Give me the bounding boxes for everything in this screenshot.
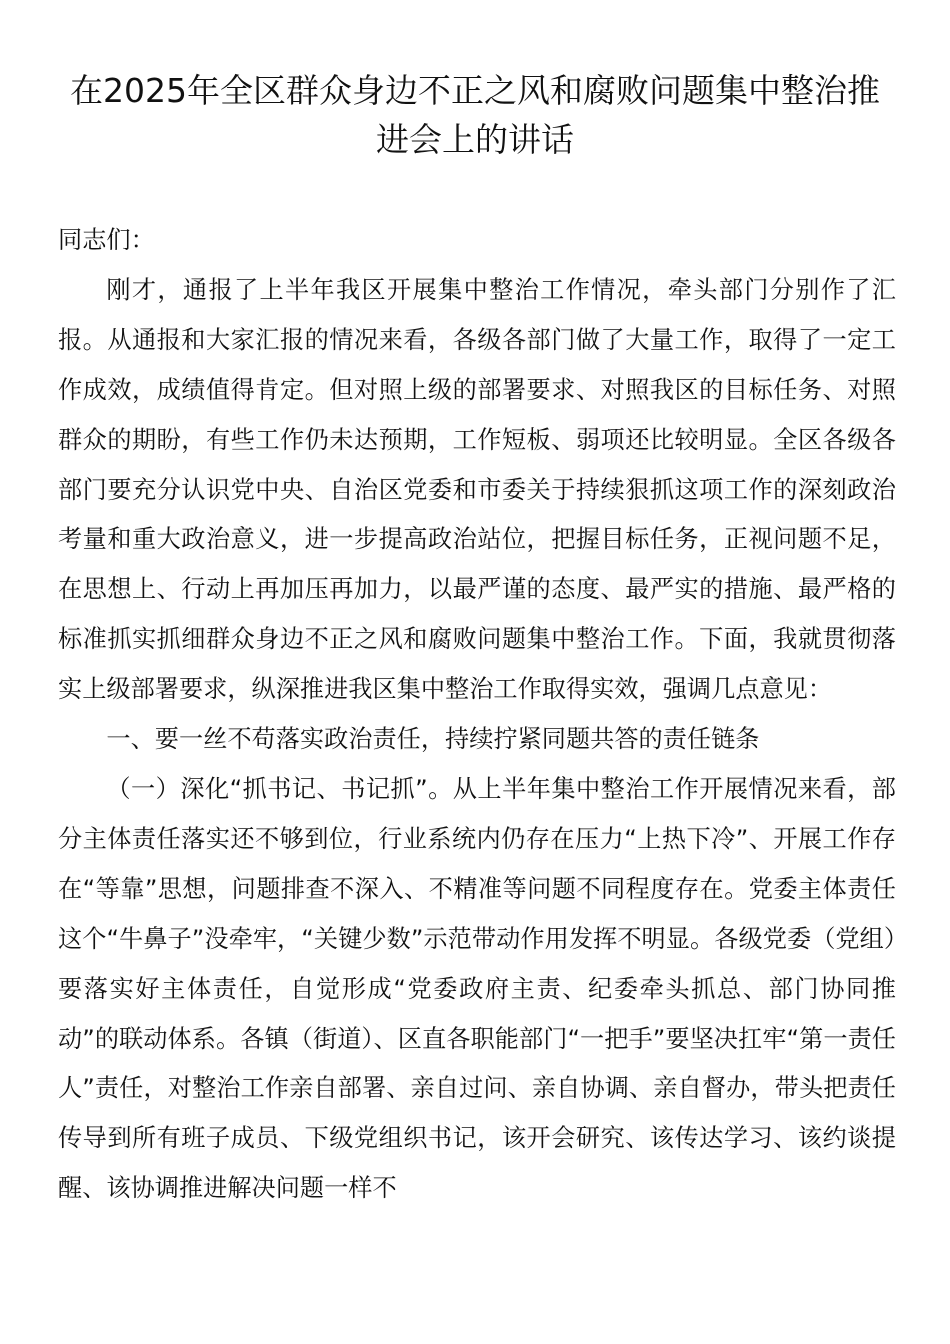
section-heading-1: 一、要一丝不苟落实政治责任，持续拧紧同题共答的责任链条 xyxy=(106,725,760,754)
paragraph-intro: 刚才，通报了上半年我区开展集中整治工作情况，牵头部门分别作了汇报。从通报和大家汇报的情况来看，各级各部门做了大量工作，取得了一定工作成效，成绩值得肯定。但对照上级的部署要求、对照我区的目标任务、对照群众的期盼，有些工作仍未达预期，工作短板、弱项还比较明显。全区各级各部门要充分认识党中央、自治区党委和市委关于持续狠抓这项工作的深刻政治考量和重大政治意义，进一步提高政治站位，把握目标任务，正视问题不足，在思想上、行动上再加压再加力，以最严谨的态度、最严实的措施、最严格的标准抓实抓细群众身边不正之风和腐败问题集中整治工作。下面，我就贯彻落实上级部署要求，纵深推进我区集中整治工作取得实效，强调几点意见： xyxy=(58,275,896,704)
paragraph-subsection-1: （一）深化“抓书记、书记抓”。从上半年集中整治工作开展情况来看，部分主体责任落实还不够到位，行业系统内仍存在压力“上热下冷”、开展工作存在“等靠”思想，问题排查不深入、不精准等问题不同程度存在。党委主体责任这个“牛鼻子”没牵牢，“关键少数”示范带动作用发挥不明显。各级党委（党组）要落实好主体责任，自觉形成“党委政府主责、纪委牵头抓总、部门协同推动”的联动体系。各镇（街道）、区直各职能部门“一把手”要坚决扛牢“第一责任人”责任，对整治工作亲自部署、亲自过问、亲自协调、亲自督办，带头把责任传导到所有班子成员、下级党组织书记，该开会研究、该传达学习、该约谈提醒、该协调推进解决问题一样不 xyxy=(58,774,896,1203)
salutation: 同志们： xyxy=(58,226,155,254)
document-body xyxy=(58,216,896,1214)
document-title: 在2025年全区群众身边不正之风和腐败问题集中整治推进会上的讲话 xyxy=(70,71,880,159)
